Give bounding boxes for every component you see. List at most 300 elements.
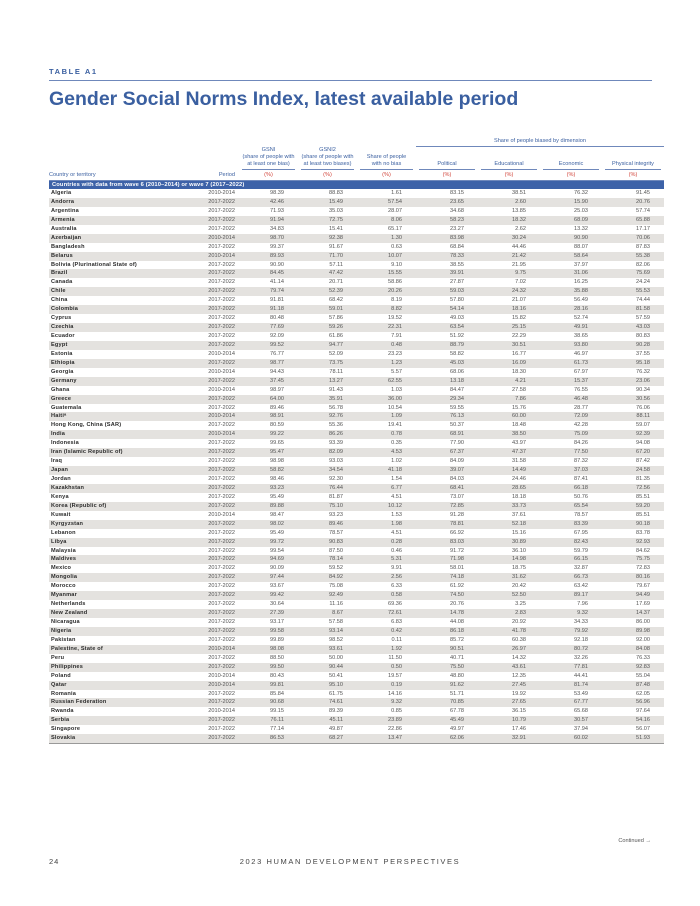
cell-gsni: 94.43	[270, 368, 284, 375]
cell-no-bias: 6.83	[391, 619, 402, 626]
cell-economic: 80.72	[540, 645, 602, 654]
cell-country: Korea (Republic of)	[49, 502, 175, 511]
cell-country: Peru	[51, 654, 65, 661]
table-row	[49, 725, 664, 734]
cell-political: 44.08	[450, 619, 464, 626]
cell-gsni: 99.22	[239, 430, 298, 439]
cell-country: Armenia	[49, 216, 175, 225]
cell-educational: 2.60	[478, 198, 540, 207]
cell-country: Algeria	[51, 190, 72, 197]
cell-economic: 67.97	[574, 368, 588, 375]
cell-physical-integrity: 54.16	[602, 716, 664, 725]
cell-gsni2: 52.39	[298, 287, 357, 296]
cell-economic: 78.57	[574, 511, 588, 518]
cell-gsni: 94.69	[239, 555, 298, 564]
cell-gsni: 80.48	[270, 315, 284, 322]
cell-educational: 4.21	[478, 377, 540, 386]
cell-country: New Zealand	[49, 609, 175, 618]
cell-gsni2: 15.49	[298, 198, 357, 207]
cell-gsni: 91.18	[239, 305, 298, 314]
cell-gsni2: 78.11	[329, 368, 343, 375]
cell-period: 2010-2014	[208, 511, 235, 518]
cell-economic: 13.32	[574, 225, 588, 232]
table-row	[49, 591, 664, 600]
cell-country: Qatar	[49, 681, 175, 690]
cell-gsni: 98.46	[270, 476, 284, 483]
cell-gsni: 99.37	[270, 243, 284, 250]
cell-period: 2017-2022	[208, 225, 235, 232]
cell-economic: 68.09	[540, 216, 602, 225]
col-header-gsni2	[298, 147, 357, 171]
cell-gsni2: 71.70	[298, 252, 357, 261]
cell-gsni: 95.49	[270, 493, 284, 500]
cell-country: Greece	[49, 395, 175, 404]
cell-educational: 27.45	[478, 681, 540, 690]
cell-period: 2010-2014	[175, 681, 239, 690]
cell-physical-integrity: 55.38	[602, 252, 664, 261]
cell-no-bias: 14.16	[388, 690, 402, 697]
unit-political: (%)	[442, 171, 452, 178]
cell-gsni: 88.50	[270, 654, 284, 661]
col-header-period: Period	[218, 171, 235, 178]
cell-country: Andorra	[49, 198, 175, 207]
table-row	[49, 573, 664, 582]
cell-country: Azerbaijan	[49, 234, 175, 243]
cell-no-bias: 11.50	[388, 654, 402, 661]
cell-gsni: 98.47	[270, 511, 284, 518]
cell-gsni2: 92.38	[298, 234, 357, 243]
cell-political: 58.01	[450, 565, 464, 572]
cell-period: 2017-2022	[208, 601, 235, 608]
cell-political: 70.85	[416, 698, 478, 707]
cell-gsni2: 88.83	[329, 190, 343, 197]
col-header-gsni	[239, 147, 298, 171]
cell-country: Rwanda	[51, 708, 74, 715]
cell-gsni2: 35.91	[298, 395, 357, 404]
cell-period: 2017-2022	[208, 279, 235, 286]
page-title: Gender Social Norms Index, latest available period	[49, 88, 519, 110]
cell-political: 62.06	[416, 734, 478, 743]
cell-gsni2: 72.75	[298, 216, 357, 225]
cell-no-bias: 1.92	[357, 645, 416, 654]
cell-country: Brazil	[49, 269, 175, 278]
cell-period: 2017-2022	[208, 529, 235, 536]
cell-period: 2017-2022	[208, 207, 235, 214]
cell-no-bias: 15.55	[357, 269, 416, 278]
table-row	[49, 216, 664, 225]
cell-period: 2017-2022	[208, 422, 235, 429]
cell-political: 78.81	[416, 520, 478, 529]
table-row	[49, 430, 664, 439]
cell-political: 40.71	[450, 654, 464, 661]
cell-gsni: 99.81	[239, 681, 298, 690]
cell-gsni: 76.11	[239, 716, 298, 725]
unit-physical: (%)	[628, 171, 638, 178]
cell-economic: 44.41	[574, 672, 588, 679]
table-row	[49, 404, 664, 413]
cell-educational: 44.46	[512, 243, 526, 250]
cell-country: Chile	[49, 287, 175, 296]
cell-period: 2017-2022	[208, 565, 235, 572]
cell-economic: 66.18	[540, 484, 602, 493]
cell-educational: 27.65	[478, 698, 540, 707]
cell-educational: 31.62	[478, 573, 540, 582]
cell-gsni: 71.93	[270, 207, 284, 214]
table-label: TABLE A1	[49, 67, 98, 76]
cell-no-bias: 13.47	[357, 734, 416, 743]
cell-physical-integrity: 57.59	[636, 315, 650, 322]
cell-gsni2: 87.50	[329, 547, 343, 554]
cell-period: 2017-2022	[175, 609, 239, 618]
cell-educational: 3.25	[515, 601, 526, 608]
cell-economic: 31.06	[540, 269, 602, 278]
table-row	[49, 395, 664, 404]
cell-educational: 43.61	[478, 663, 540, 672]
cell-gsni2: 74.61	[298, 698, 357, 707]
table-row	[49, 529, 664, 538]
cell-physical-integrity: 20.76	[602, 198, 664, 207]
running-footer-title: 2023 HUMAN DEVELOPMENT PERSPECTIVES	[239, 857, 461, 866]
table-row	[49, 707, 664, 716]
cell-no-bias: 2.56	[357, 573, 416, 582]
cell-physical-integrity: 56.96	[602, 698, 664, 707]
cell-economic: 76.55	[574, 386, 588, 393]
cell-gsni2: 13.27	[298, 377, 357, 386]
cell-gsni: 37.45	[239, 377, 298, 386]
cell-physical-integrity: 55.04	[636, 672, 650, 679]
cell-economic: 15.37	[540, 377, 602, 386]
table-row	[49, 448, 664, 457]
cell-physical-integrity: 92.39	[602, 430, 664, 439]
cell-political: 91.62	[416, 681, 478, 690]
cell-educational: 13.85	[512, 207, 526, 214]
cell-gsni2: 50.00	[329, 654, 343, 661]
cell-gsni2: 93.23	[329, 511, 343, 518]
cell-period: 2017-2022	[208, 636, 235, 643]
cell-period: 2017-2022	[175, 520, 239, 529]
cell-economic: 56.49	[574, 297, 588, 304]
cell-no-bias: 0.63	[391, 243, 402, 250]
cell-physical-integrity: 85.51	[636, 511, 650, 518]
cell-physical-integrity: 75.69	[602, 269, 664, 278]
cell-gsni: 64.00	[239, 395, 298, 404]
cell-country: Indonesia	[51, 440, 79, 447]
cell-gsni: 86.53	[239, 734, 298, 743]
cell-period: 2017-2022	[208, 297, 235, 304]
cell-gsni: 99.50	[239, 663, 298, 672]
table-row	[49, 547, 664, 556]
cell-gsni: 93.17	[270, 619, 284, 626]
cell-gsni: 98.70	[239, 234, 298, 243]
cell-educational: 32.91	[478, 734, 540, 743]
cell-political: 45.03	[416, 359, 478, 368]
col-header-gsni2-line2: (share of people with	[301, 153, 354, 160]
cell-educational: 14.98	[478, 555, 540, 564]
cell-gsni: 80.59	[270, 422, 284, 429]
cell-physical-integrity: 92.83	[602, 663, 664, 672]
cell-period: 2017-2022	[175, 734, 239, 743]
cell-country: Singapore	[51, 726, 81, 733]
cell-economic: 79.92	[540, 627, 602, 636]
cell-physical-integrity: 62.05	[636, 690, 650, 697]
cell-country: Romania	[51, 690, 77, 697]
cell-political: 13.18	[416, 377, 478, 386]
cell-period: 2010-2014	[175, 645, 239, 654]
col-header-educational: Educational	[478, 147, 540, 171]
cell-economic: 25.03	[574, 207, 588, 214]
cell-no-bias: 8.19	[391, 297, 402, 304]
cell-political: 77.90	[450, 440, 464, 447]
cell-country: Egypt	[49, 341, 175, 350]
table-row	[49, 359, 664, 368]
col-header-economic: Economic	[540, 147, 602, 171]
cell-gsni2: 73.75	[298, 359, 357, 368]
cell-gsni2: 91.43	[329, 386, 343, 393]
cell-gsni2: 56.78	[329, 404, 343, 411]
col-header-country: Country or territory	[49, 171, 96, 178]
cell-period: 2010-2014	[175, 234, 239, 243]
cell-period: 2017-2022	[208, 404, 235, 411]
cell-period: 2017-2022	[175, 323, 239, 332]
cell-no-bias: 0.48	[357, 341, 416, 350]
cell-country: Libya	[49, 538, 175, 547]
col-header-no-bias-line2: with no bias	[371, 160, 402, 167]
cell-political: 83.03	[416, 538, 478, 547]
table-row	[49, 341, 664, 350]
cell-educational: 18.32	[478, 216, 540, 225]
cell-economic: 46.48	[540, 395, 602, 404]
table-row	[49, 225, 664, 234]
cell-gsni2: 84.92	[298, 573, 357, 582]
cell-political: 91.28	[450, 511, 464, 518]
cell-economic: 28.77	[574, 404, 588, 411]
cell-country: Japan	[49, 466, 175, 475]
cell-country: Cyprus	[51, 315, 72, 322]
cell-educational: 60.00	[478, 412, 540, 421]
cell-country: Ghana	[51, 386, 70, 393]
cell-physical-integrity: 79.67	[636, 583, 650, 590]
cell-gsni: 89.88	[239, 502, 298, 511]
cell-educational: 38.51	[512, 190, 526, 197]
cell-political: 74.18	[416, 573, 478, 582]
cell-educational: 7.86	[478, 395, 540, 404]
cell-period: 2017-2022	[175, 627, 239, 636]
cell-physical-integrity: 67.20	[602, 448, 664, 457]
cell-educational: 41.78	[478, 627, 540, 636]
table-row	[49, 475, 664, 484]
cell-physical-integrity: 17.17	[636, 225, 650, 232]
table-row	[49, 681, 664, 690]
cell-gsni: 85.84	[270, 690, 284, 697]
cell-period: 2010-2014	[208, 190, 235, 197]
cell-economic: 16.25	[574, 279, 588, 286]
cell-period: 2017-2022	[175, 377, 239, 386]
cell-country: Belarus	[49, 252, 175, 261]
cell-physical-integrity: 90.34	[636, 386, 650, 393]
cell-gsni2: 20.71	[329, 279, 343, 286]
table-row	[49, 198, 664, 207]
table-row	[49, 269, 664, 278]
table-row	[49, 538, 664, 547]
cell-economic: 58.64	[540, 252, 602, 261]
cell-gsni2: 92.49	[298, 591, 357, 600]
cell-no-bias: 20.26	[357, 287, 416, 296]
cell-educational: 21.07	[512, 297, 526, 304]
table-row	[49, 412, 664, 421]
cell-no-bias: 5.57	[391, 368, 402, 375]
cell-political: 29.34	[416, 395, 478, 404]
cell-educational: 52.18	[478, 520, 540, 529]
cell-no-bias: 57.54	[357, 198, 416, 207]
table-row	[49, 654, 664, 663]
cell-country: Palestine, State of	[49, 645, 175, 654]
cell-gsni: 89.46	[270, 404, 284, 411]
cell-gsni2: 61.75	[329, 690, 343, 697]
table-row	[49, 618, 664, 627]
cell-country: Mexico	[51, 565, 72, 572]
cell-no-bias: 1.02	[391, 458, 402, 465]
cell-physical-integrity: 14.37	[602, 609, 664, 618]
table-row	[49, 350, 664, 359]
cell-gsni: 99.15	[270, 708, 284, 715]
cell-economic: 34.33	[574, 619, 588, 626]
cell-economic: 53.49	[574, 690, 588, 697]
cell-country: Czechia	[49, 323, 175, 332]
cell-country: Bolivia (Plurinational State of)	[51, 261, 137, 268]
cell-no-bias: 0.19	[357, 681, 416, 690]
cell-political: 20.76	[450, 601, 464, 608]
cell-physical-integrity: 55.53	[602, 287, 664, 296]
cell-educational: 15.76	[512, 404, 526, 411]
cell-gsni: 98.98	[270, 458, 284, 465]
cell-country: Lebanon	[51, 529, 76, 536]
cell-educational: 27.58	[512, 386, 526, 393]
cell-gsni2: 95.10	[298, 681, 357, 690]
cell-gsni: 77.69	[239, 323, 298, 332]
cell-physical-integrity: 80.16	[602, 573, 664, 582]
table-row	[49, 189, 664, 198]
cell-economic: 32.26	[574, 654, 588, 661]
cell-gsni2: 49.87	[329, 726, 343, 733]
table-row	[49, 672, 664, 681]
cell-economic: 87.41	[574, 476, 588, 483]
cell-no-bias: 0.78	[357, 430, 416, 439]
cell-educational: 12.35	[512, 672, 526, 679]
cell-no-bias: 1.54	[391, 476, 402, 483]
cell-economic: 35.88	[540, 287, 602, 296]
cell-political: 76.13	[416, 412, 478, 421]
cell-political: 59.03	[416, 287, 478, 296]
cell-gsni2: 86.26	[298, 430, 357, 439]
cell-economic: 59.79	[574, 547, 588, 554]
cell-political: 61.92	[450, 583, 464, 590]
cell-economic: 77.50	[540, 448, 602, 457]
section-header-row	[49, 180, 664, 189]
table-row	[49, 600, 664, 609]
cell-economic: 37.94	[574, 726, 588, 733]
cell-gsni2: 90.83	[298, 538, 357, 547]
cell-physical-integrity: 65.88	[602, 216, 664, 225]
cell-economic: 32.87	[574, 565, 588, 572]
cell-physical-integrity: 17.69	[636, 601, 650, 608]
cell-gsni: 89.93	[239, 252, 298, 261]
cell-period: 2017-2022	[208, 654, 235, 661]
cell-educational: 18.48	[512, 422, 526, 429]
column-header-row	[49, 147, 664, 171]
cell-country: Slovakia	[49, 734, 175, 743]
cell-economic: 65.68	[574, 708, 588, 715]
cell-physical-integrity: 87.83	[636, 243, 650, 250]
cell-political: 88.79	[416, 341, 478, 350]
cell-gsni: 98.39	[270, 190, 284, 197]
cell-political: 91.72	[450, 547, 464, 554]
cell-gsni2: 81.87	[329, 493, 343, 500]
cell-physical-integrity: 92.93	[602, 538, 664, 547]
cell-educational: 7.02	[515, 279, 526, 286]
continued-note: Continued →	[618, 838, 651, 844]
cell-economic: 63.42	[574, 583, 588, 590]
cell-physical-integrity: 83.78	[636, 529, 650, 536]
cell-political: 23.27	[450, 225, 464, 232]
cell-period: 2017-2022	[175, 502, 239, 511]
cell-political: 68.84	[450, 243, 464, 250]
table-row	[49, 386, 664, 395]
cell-period: 2017-2022	[208, 261, 235, 268]
table-row	[49, 493, 664, 502]
table-row	[49, 305, 664, 314]
cell-economic: 75.09	[540, 430, 602, 439]
cell-gsni: 95.49	[270, 529, 284, 536]
cell-gsni2: 68.27	[298, 734, 357, 743]
cell-physical-integrity: 30.56	[602, 395, 664, 404]
table-row	[49, 645, 664, 654]
cell-no-bias: 19.57	[388, 672, 402, 679]
cell-no-bias: 41.18	[357, 466, 416, 475]
cell-physical-integrity: 85.51	[636, 493, 650, 500]
cell-gsni2: 98.52	[329, 636, 343, 643]
table-row	[49, 296, 664, 305]
cell-period: 2017-2022	[175, 591, 239, 600]
cell-physical-integrity: 91.45	[636, 190, 650, 197]
col-header-no-bias-line1: Share of people	[366, 153, 407, 160]
cell-physical-integrity: 23.06	[602, 377, 664, 386]
cell-gsni: 77.14	[270, 726, 284, 733]
cell-economic: 52.74	[574, 315, 588, 322]
cell-political: 45.49	[416, 716, 478, 725]
cell-period: 2017-2022	[208, 619, 235, 626]
cell-country: Philippines	[49, 663, 175, 672]
cell-economic: 82.43	[540, 538, 602, 547]
cell-period: 2010-2014	[175, 430, 239, 439]
cell-physical-integrity: 75.75	[602, 555, 664, 564]
cell-gsni2: 11.16	[329, 601, 343, 608]
cell-country: Nicaragua	[51, 619, 80, 626]
cell-educational: 10.79	[478, 716, 540, 725]
cell-gsni2: 76.44	[298, 484, 357, 493]
cell-gsni: 98.97	[270, 386, 284, 393]
cell-political: 90.51	[416, 645, 478, 654]
col-header-physical-integrity: Physical integrity	[602, 147, 664, 171]
cell-economic: 90.90	[540, 234, 602, 243]
cell-period: 2017-2022	[175, 287, 239, 296]
cell-period: 2017-2022	[175, 716, 239, 725]
table-row	[49, 690, 664, 699]
cell-gsni2: 61.86	[329, 333, 343, 340]
cell-gsni: 90.90	[270, 261, 284, 268]
table-row	[49, 698, 664, 707]
cell-educational: 24.46	[512, 476, 526, 483]
cell-educational: 25.15	[478, 323, 540, 332]
